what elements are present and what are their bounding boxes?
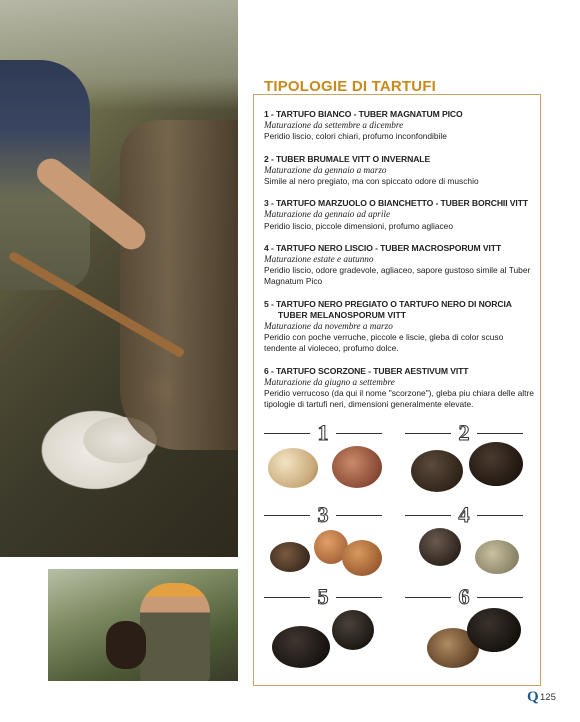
page-number: 125: [540, 692, 556, 703]
entry-season: Maturazione da settembre a dicembre: [264, 120, 404, 131]
tile-number: 3: [317, 502, 329, 527]
white-truffle-image: [268, 448, 318, 488]
entry-season: Maturazione estate e autunno: [264, 254, 374, 265]
photo-dog: [106, 621, 146, 669]
truffle-entry-3: [264, 198, 536, 232]
truffle-tile-5: [264, 584, 382, 660]
entry-description: Peridio liscio, colori chiari, profumo inconfondibile: [264, 131, 447, 142]
entry-description: Peridio con poche verruche, piccole e liscie, gleba di color scuso tendente al violeceo, profumo dolce.: [264, 332, 504, 354]
norcia-black-truffle-image: [272, 626, 330, 668]
page-folio: [527, 689, 567, 705]
entry-name: 6 - TARTUFO SCORZONE - TUBER AESTIVUM VITT: [264, 365, 469, 376]
smooth-black-truffle-image: [419, 528, 461, 566]
tile-number: 2: [458, 420, 470, 445]
scorzone-truffle-image: [467, 608, 521, 652]
truffle-hunter-photo: [0, 0, 238, 557]
white-truffle-image: [332, 446, 382, 488]
photo-hunter-small: [140, 583, 210, 681]
entry-name: 4 - TARTUFO NERO LISCIO - TUBER MACROSPORUM VITT: [264, 242, 502, 253]
entry-description: Peridio liscio, odore gradevole, agliaceo, sapore gustoso simile al Tuber Magnatum Pico: [264, 265, 531, 287]
truffle-tile-2: [405, 420, 523, 496]
truffle-tile-6: [405, 584, 523, 660]
smooth-black-truffle-image: [475, 540, 519, 574]
truffle-entry-4: [264, 243, 536, 288]
truffle-entry-2: [264, 154, 536, 188]
hunter-with-dog-photo: [48, 569, 238, 681]
magazine-logo: Q: [527, 689, 539, 705]
entry-name: 5 - TARTUFO NERO PREGIATO O TARTUFO NERO DI NORCIA: [264, 298, 512, 309]
brumale-truffle-image: [411, 450, 463, 492]
norcia-black-truffle-image: [332, 610, 374, 650]
truffle-entry-5: [264, 299, 536, 355]
entry-name: 1 - TARTUFO BIANCO - TUBER MAGNATUM PICO: [264, 109, 463, 119]
bianchetto-truffle-image: [342, 540, 382, 576]
section-title: TIPOLOGIE DI TARTUFI: [264, 78, 437, 95]
tile-number: 5: [317, 584, 329, 609]
entry-name-latin: TUBER MELANOSPORUM VITT: [278, 309, 406, 320]
truffle-tile-4: [405, 502, 523, 578]
tile-number: 6: [458, 584, 470, 609]
entry-description: Peridio liscio, piccole dimensioni, profumo agliaceo: [264, 220, 453, 231]
entry-name: 2 - TUBER BRUMALE VITT O INVERNALE: [264, 153, 431, 164]
tile-number: 4: [458, 502, 470, 527]
entry-season: Maturazione da novembre a marzo: [264, 321, 393, 332]
entry-name: 3 - TARTUFO MARZUOLO O BIANCHETTO - TUBER BORCHII VITT: [264, 198, 529, 209]
entry-description: Peridio verrucoso (da qui il nome "scorzone"), gleba piu chiara delle altre tipologie di tartufi neri, dimensioni generalmente elevate.: [264, 388, 534, 410]
entry-season: Maturazione da giugno a settembre: [264, 376, 395, 387]
bianchetto-truffle-image: [270, 542, 310, 572]
tile-number: 1: [317, 420, 329, 445]
truffle-entry-1: [264, 109, 536, 143]
truffle-tile-3: [264, 502, 382, 578]
truffle-entries: [264, 109, 536, 421]
entry-season: Maturazione da gennaio a marzo: [264, 164, 387, 175]
brumale-truffle-image: [469, 442, 523, 486]
entry-description: Simile al nero pregiato, ma con spiccato odore di muschio: [264, 176, 479, 187]
photo-tree-trunk: [120, 120, 238, 450]
truffle-tile-1: [264, 420, 382, 496]
truffle-entry-6: [264, 366, 536, 411]
entry-season: Maturazione da gennaio ad aprile: [264, 209, 391, 220]
